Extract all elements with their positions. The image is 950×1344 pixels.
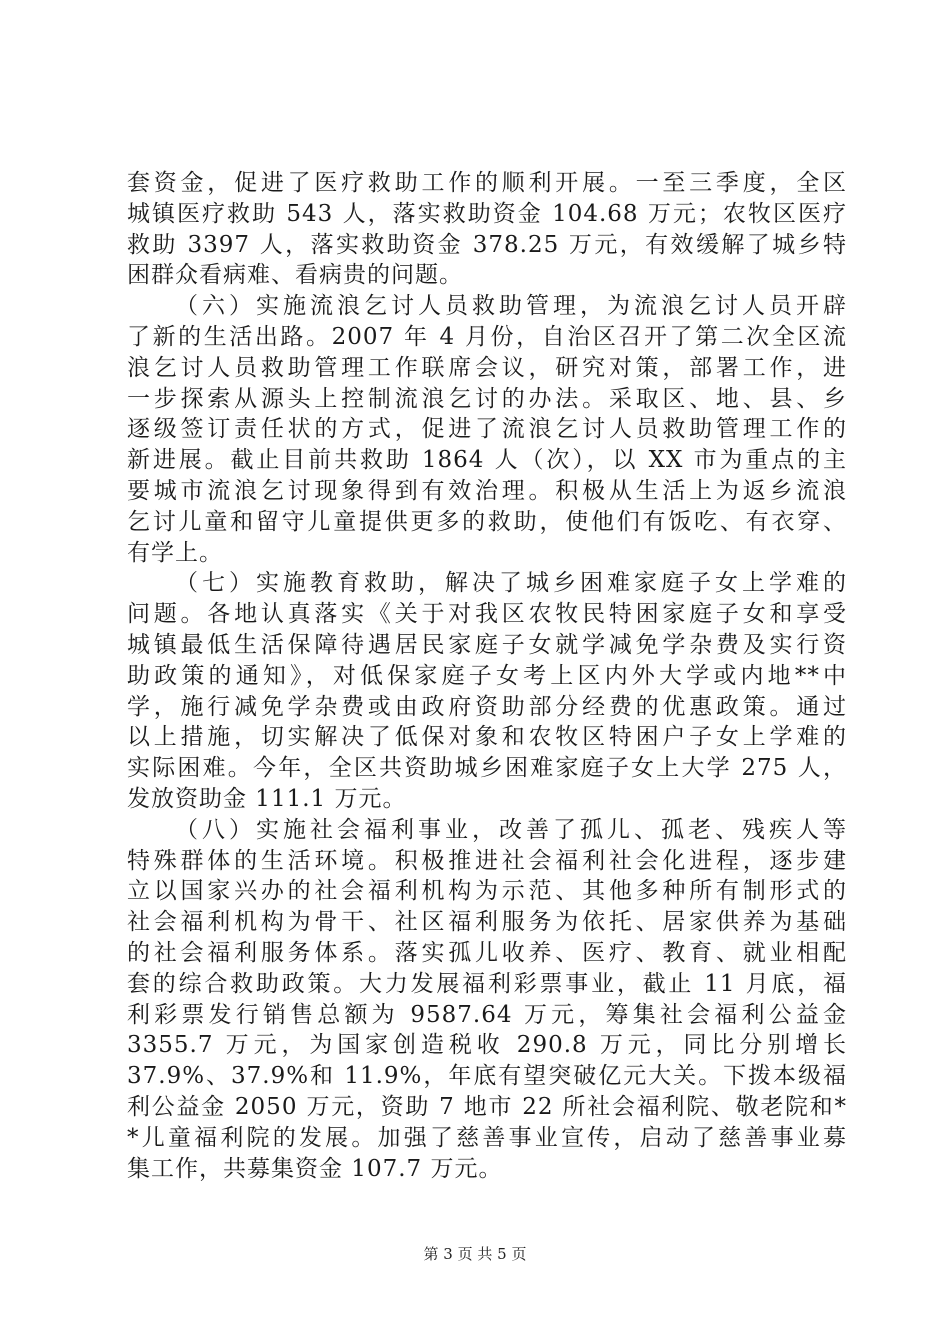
- text-line: 套资金，促进了医疗救助工作的顺利开展。一至三季度，全区: [127, 170, 847, 196]
- text-line: 3355.7 万元，为国家创造税收 290.8 万元，同比分别增长: [127, 1032, 847, 1059]
- text-line: 浪乞讨人员救助管理工作联席会议，研究对策，部署工作，进: [127, 354, 847, 381]
- text-line: 有学上。: [127, 539, 223, 566]
- text-line: 的社会福利服务体系。落实孤儿收养、医疗、教育、就业相配: [127, 939, 847, 966]
- text-line: 套的综合救助政策。大力发展福利彩票事业，截止 11 月底，福: [127, 970, 847, 997]
- text-line: 立以国家兴办的社会福利机构为示范、其他多种所有制形式的: [127, 878, 847, 905]
- page-number-footer: 第 3 页 共 5 页: [423, 1245, 527, 1263]
- text-line: 要城市流浪乞讨现象得到有效治理。积极从生活上为返乡流浪: [127, 477, 847, 504]
- text-line: 救助 3397 人，落实救助资金 378.25 万元，有效缓解了城乡特: [127, 231, 847, 258]
- paragraph-heading-line: （八）实施社会福利事业，改善了孤儿、孤老、残疾人等: [175, 816, 847, 843]
- text-line: 以上措施，切实解决了低保对象和农牧区特困户子女上学难的: [127, 724, 847, 751]
- text-line: 城镇医疗救助 543 人，落实救助资金 104.68 万元；农牧区医疗: [127, 200, 847, 227]
- text-line: 集工作，共募集资金 107.7 万元。: [127, 1155, 503, 1182]
- text-line: 新进展。截止目前共救助 1864 人（次），以 XX 市为重点的主: [127, 447, 847, 474]
- text-line: 利彩票发行销售总额为 9587.64 万元，筹集社会福利公益金: [127, 1001, 847, 1028]
- text-line: 一步探索从源头上控制流浪乞讨的办法。采取区、地、县、乡: [127, 385, 847, 412]
- text-line: 逐级签订责任状的方式，促进了流浪乞讨人员救助管理工作的: [127, 416, 847, 443]
- paragraph-heading-line: （六）实施流浪乞讨人员救助管理，为流浪乞讨人员开辟: [175, 293, 847, 320]
- text-line: 助政策的通知》，对低保家庭子女考上区内外大学或内地**中: [127, 662, 847, 689]
- text-line: 利公益金 2050 万元，资助 7 地市 22 所社会福利院、敬老院和*: [127, 1093, 847, 1120]
- text-line: 乞讨儿童和留守儿童提供更多的救助，使他们有饭吃、有衣穿、: [127, 508, 847, 535]
- text-line: 社会福利机构为骨干、社区福利服务为依托、居家供养为基础: [127, 909, 847, 936]
- paragraph-heading-line: （七）实施教育救助，解决了城乡困难家庭子女上学难的: [175, 570, 847, 597]
- text-line: 发放资助金 111.1 万元。: [127, 785, 407, 812]
- text-line: *儿童福利院的发展。加强了慈善事业宣传，启动了慈善事业募: [127, 1124, 847, 1151]
- text-line: 学，施行减免学杂费或由政府资助部分经费的优惠政策。通过: [127, 693, 847, 720]
- document-body: [127, 168, 847, 1184]
- text-line: 实际困难。今年，全区共资助城乡困难家庭子女上大学 275 人，: [127, 755, 847, 782]
- text-line: 了新的生活出路。2007 年 4 月份，自治区召开了第二次全区流: [127, 323, 847, 350]
- text-line: 城镇最低生活保障待遇居民家庭子女就学减免学杂费及实行资: [127, 631, 847, 658]
- text-line: 困群众看病难、看病贵的问题。: [127, 262, 463, 289]
- text-line: 特殊群体的生活环境。积极推进社会福利社会化进程，逐步建: [127, 847, 847, 874]
- text-line: 问题。各地认真落实《关于对我区农牧民特困家庭子女和享受: [127, 601, 847, 628]
- text-line: 37.9%、37.9%和 11.9%，年底有望突破亿元大关。下拨本级福: [127, 1063, 847, 1090]
